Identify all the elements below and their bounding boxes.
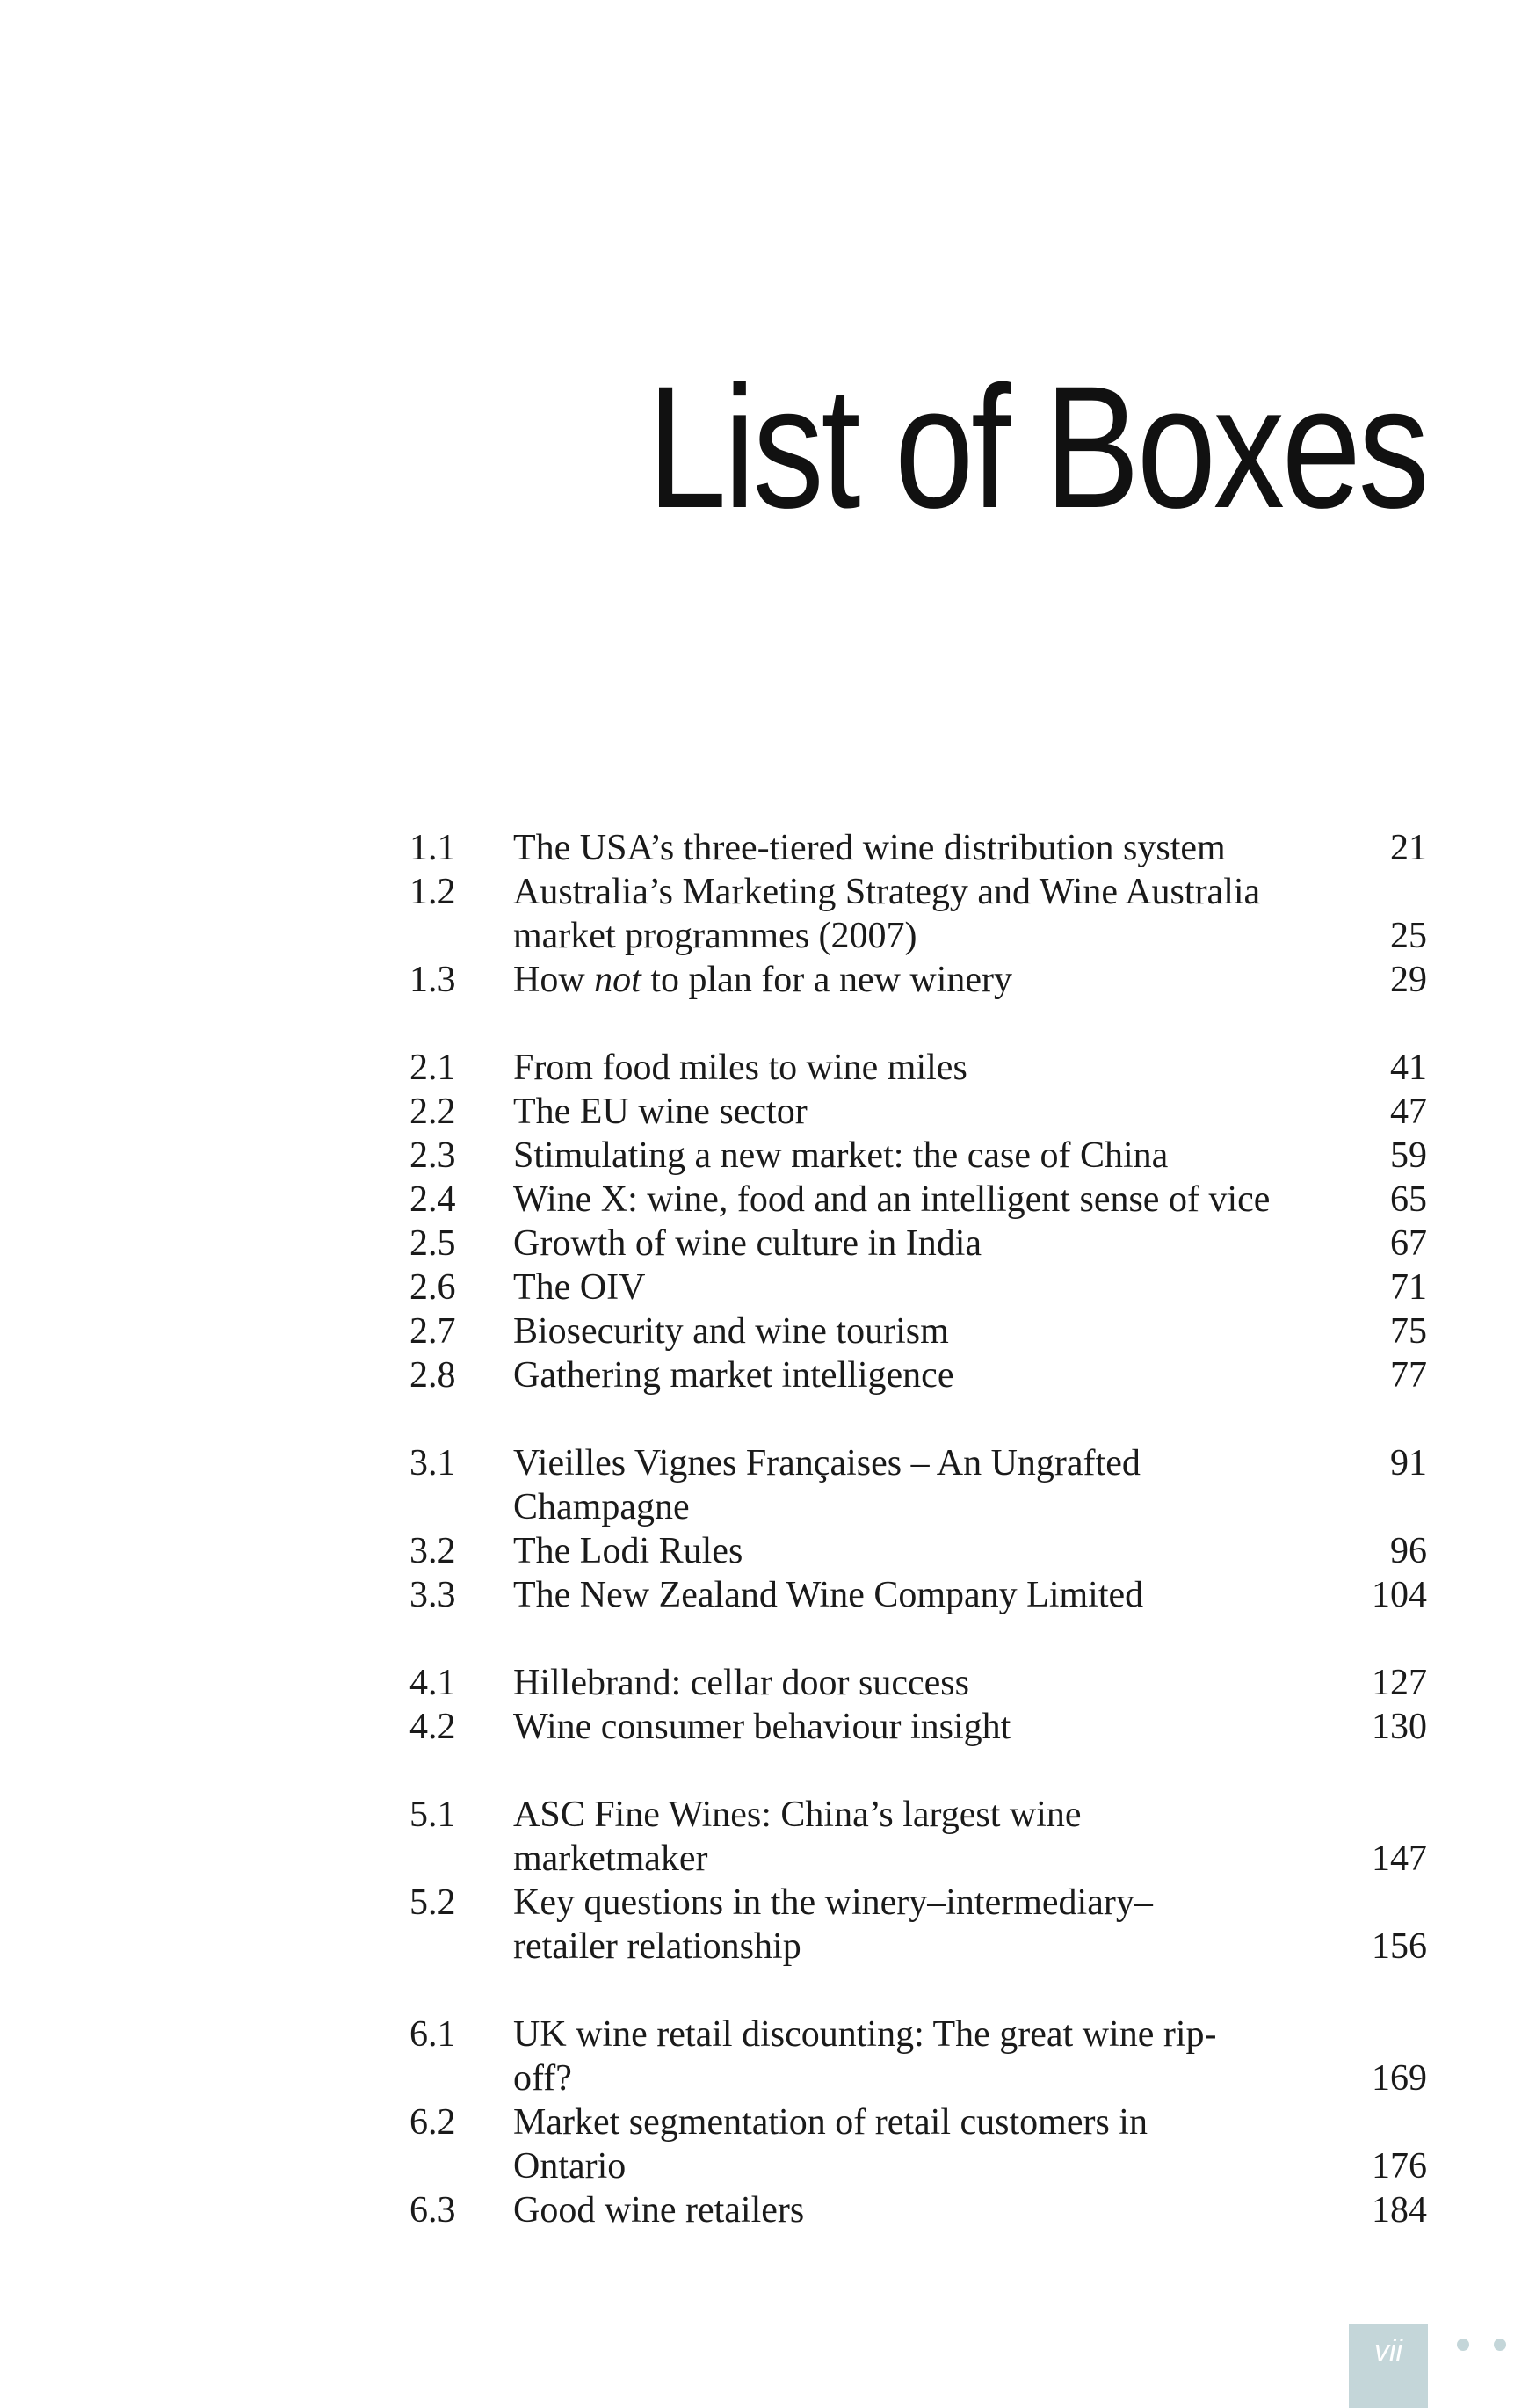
page-number: 169 [1372,2058,1427,2099]
box-title-emphasis: not [594,960,641,1000]
box-number: 6.2 [409,2102,456,2143]
box-number: 3.3 [409,1575,456,1615]
box-title [513,958,1348,1002]
box-number: 1.1 [409,828,456,868]
box-group-chapter-5 [409,1793,1427,1969]
toc-entry [409,1266,1427,1309]
box-number: 4.2 [409,1707,456,1747]
box-group-chapter-3 [409,1441,1427,1617]
page-title: List of Boxes [648,350,1427,544]
box-number: 1.2 [409,872,456,912]
page-number: 21 [1390,828,1427,868]
box-group-chapter-4 [409,1661,1427,1749]
box-title: The OIV [513,1267,646,1308]
box-group-chapter-1 [409,826,1427,1002]
page-number: 91 [1390,1443,1427,1483]
page-number: 147 [1372,1839,1427,1879]
toc-entry [409,1046,1427,1090]
page-number: 65 [1390,1179,1427,1220]
toc-entry [409,1222,1427,1266]
box-number: 2.5 [409,1223,456,1264]
page-number: 77 [1390,1355,1427,1396]
page-number: 67 [1390,1223,1427,1264]
box-number: 3.2 [409,1531,456,1571]
box-group-chapter-6 [409,2013,1427,2232]
box-title: The EU wine sector [513,1092,808,1132]
toc-entry [409,1441,1427,1529]
box-number: 5.2 [409,1882,456,1923]
box-group-chapter-2 [409,1046,1427,1397]
page-number: 41 [1390,1048,1427,1088]
toc-entry [409,2188,1427,2232]
page-number: 176 [1372,2146,1427,2187]
page-number: 156 [1372,1926,1427,1967]
toc-entry [409,1178,1427,1222]
page-number: 96 [1390,1531,1427,1571]
toc-entry [409,826,1427,870]
box-number: 2.1 [409,1048,456,1088]
toc-entry [409,1705,1427,1749]
box-title: UK wine retail discounting: The great wine rip-off? [513,2014,1217,2099]
box-title: Biosecurity and wine tourism [513,1311,949,1352]
box-number: 6.1 [409,2014,456,2055]
box-number: 5.1 [409,1795,456,1835]
box-title: Good wine retailers [513,2190,805,2230]
toc-entry [409,958,1427,1002]
toc-entry [409,1529,1427,1573]
page-number: 127 [1372,1663,1427,1703]
toc-entry [409,1353,1427,1397]
box-title: Vieilles Vignes Françaises – An Ungrafted Champagne [513,1443,1141,1527]
toc-entry [409,2013,1427,2100]
box-title-start: How [513,960,595,1000]
page-number: 29 [1390,960,1427,1000]
box-title: Wine X: wine, food and an intelligent sense of vice [513,1179,1271,1220]
toc-entry [409,1090,1427,1134]
box-number: 2.7 [409,1311,456,1352]
toc-entry [409,1573,1427,1617]
box-title: Growth of wine culture in India [513,1223,982,1264]
decorative-dot-icon [1457,2339,1469,2351]
box-title: Wine consumer behaviour insight [513,1707,1011,1747]
box-number: 2.4 [409,1179,456,1220]
toc-entry [409,2100,1427,2188]
page-number: 184 [1372,2190,1427,2230]
box-title: Gathering market intelligence [513,1355,954,1396]
box-title: Hillebrand: cellar door success [513,1663,969,1703]
box-number: 4.1 [409,1663,456,1703]
folio-tab [1349,2324,1428,2408]
page-number: 75 [1390,1311,1427,1352]
box-number: 2.3 [409,1135,456,1176]
box-title-end: to plan for a new winery [641,960,1013,1000]
box-title: From food miles to wine miles [513,1048,967,1088]
box-number: 1.3 [409,960,456,1000]
page-number: 71 [1390,1267,1427,1308]
box-title: Market segmentation of retail customers in Ontario [513,2102,1148,2187]
toc-entry [409,1793,1427,1881]
page-number: 130 [1372,1707,1427,1747]
box-number: 2.6 [409,1267,456,1308]
box-title: ASC Fine Wines: China’s largest wine marketmaker [513,1795,1082,1879]
box-title: The Lodi Rules [513,1531,743,1571]
box-title: The USA’s three-tiered wine distribution system [513,828,1226,868]
box-number: 2.8 [409,1355,456,1396]
box-number: 6.3 [409,2190,456,2230]
box-title: Key questions in the winery–intermediary–retailer relationship [513,1882,1153,1967]
toc-entry [409,1309,1427,1353]
toc-entry [409,1661,1427,1705]
box-number: 3.1 [409,1443,456,1483]
folio-number: vii [1373,2334,1403,2368]
page-number: 104 [1372,1575,1427,1615]
page-number: 47 [1390,1092,1427,1132]
box-title: Australia’s Marketing Strategy and Wine Australia market programmes (2007) [513,872,1261,956]
page-number: 25 [1390,916,1427,956]
page-number: 59 [1390,1135,1427,1176]
toc-entry [409,1134,1427,1178]
box-title: Stimulating a new market: the case of China [513,1135,1169,1176]
box-list [409,826,1427,2276]
toc-entry [409,870,1427,958]
box-number: 2.2 [409,1092,456,1132]
toc-entry [409,1881,1427,1969]
decorative-dot-icon [1494,2339,1506,2351]
box-title: The New Zealand Wine Company Limited [513,1575,1144,1615]
